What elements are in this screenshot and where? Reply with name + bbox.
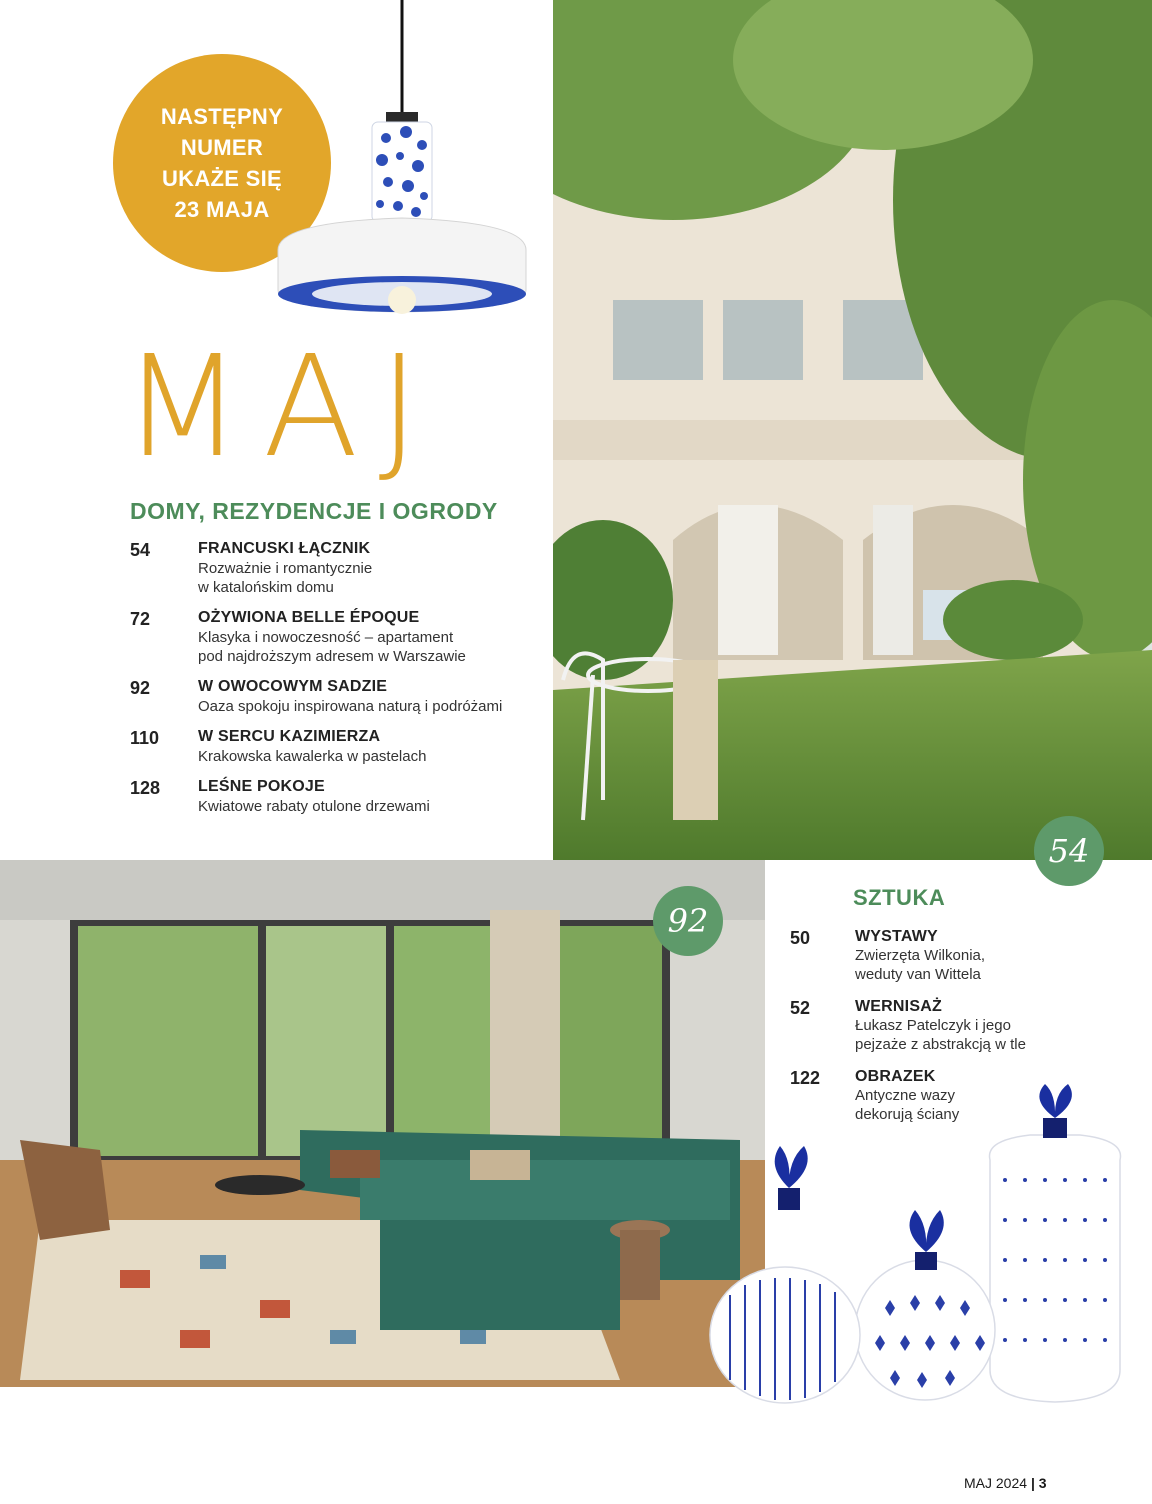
toc-title: W OWOCOWYM SADZIE — [198, 678, 388, 695]
badge-line-4: 23 MAJA — [174, 197, 270, 222]
footer-separator: | — [1030, 1475, 1039, 1491]
section-heading-domy: DOMY, REZYDENCJE I OGRODY — [130, 498, 498, 524]
toc-item[interactable] — [130, 778, 550, 816]
toc-page-number: 92 — [130, 678, 151, 698]
issue-month-title: MAJ — [122, 326, 440, 489]
toc-title: OBRAZEK — [855, 1068, 936, 1085]
page-marker-92: 92 — [653, 886, 723, 956]
toc-list-domy — [130, 540, 550, 828]
toc-item[interactable] — [790, 998, 1140, 1054]
toc-description: Oaza spokoju inspirowana naturą i podróżami — [198, 698, 503, 715]
section-heading-sztuka: SZTUKA — [853, 885, 946, 910]
toc-page-number: 52 — [790, 998, 811, 1018]
toc-title: OŻYWIONA BELLE ÉPOQUE — [198, 609, 420, 626]
toc-page-number: 50 — [790, 928, 811, 948]
toc-page-number: 110 — [130, 728, 160, 748]
toc-title: FRANCUSKI ŁĄCZNIK — [198, 540, 371, 557]
footer-issue: MAJ 2024 — [964, 1475, 1028, 1491]
toc-description: Kwiatowe rabaty otulone drzewami — [198, 798, 430, 815]
toc-description: Łukasz Patelczyk i jego pejzaże z abstrakcją w tle — [855, 1017, 1026, 1053]
toc-title: LEŚNE POKOJE — [198, 778, 325, 795]
toc-description: Krakowska kawalerka w pastelach — [198, 748, 427, 765]
pendant-lamp-image — [262, 0, 542, 330]
toc-title: W SERCU KAZIMIERZA — [198, 728, 381, 745]
toc-item[interactable] — [130, 728, 550, 766]
toc-page-number: 128 — [130, 778, 161, 798]
garden-house-photo — [553, 0, 1152, 860]
toc-page-number: 54 — [130, 540, 151, 560]
toc-page-number: 72 — [130, 609, 151, 629]
living-room-photo — [0, 860, 765, 1387]
toc-description: Klasyka i nowoczesność – apartament pod najdroższym adresem w Warszawie — [198, 629, 466, 665]
toc-page-number: 122 — [790, 1068, 821, 1088]
toc-title: WERNISAŻ — [855, 998, 942, 1015]
badge-line-3: UKAŻE SIĘ — [161, 166, 283, 191]
toc-description: Zwierzęta Wilkonia, weduty van Wittela — [855, 947, 986, 983]
page-footer — [964, 1475, 1047, 1491]
toc-item[interactable] — [130, 540, 550, 597]
toc-item[interactable] — [130, 609, 550, 666]
toc-item[interactable] — [130, 678, 550, 716]
badge-line-1: NASTĘPNY — [160, 104, 284, 129]
badge-line-2: NUMER — [180, 135, 264, 160]
toc-description: Rozważnie i romantycznie w katalońskim domu — [198, 560, 373, 596]
page-marker-54: 54 — [1034, 816, 1104, 886]
toc-description: Antyczne wazy dekorują ściany — [855, 1087, 960, 1123]
toc-title: WYSTAWY — [855, 928, 938, 945]
toc-item[interactable] — [790, 928, 1140, 984]
footer-page-number: 3 — [1038, 1475, 1047, 1491]
porcelain-vases-image — [700, 1080, 1152, 1410]
